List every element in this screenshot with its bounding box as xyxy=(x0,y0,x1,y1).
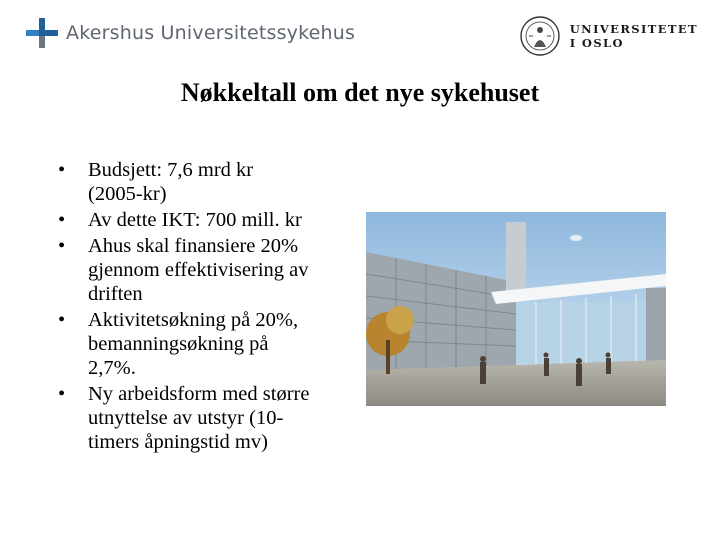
bullet-icon: • xyxy=(58,159,66,181)
bullet-line: gjennom effektivisering av xyxy=(88,259,309,281)
bullet-line: Budsjett: 7,6 mrd kr xyxy=(88,159,254,181)
uio-line2: I OSLO xyxy=(569,36,624,50)
bullet-item-work-form xyxy=(58,382,358,454)
ahus-logo xyxy=(26,18,355,48)
bullet-line: bemanningsøkning på xyxy=(88,333,269,355)
bullet-item-financing xyxy=(58,234,358,306)
bullet-icon: • xyxy=(58,309,66,331)
uio-seal-icon xyxy=(520,16,560,56)
bullet-line: (2005-kr) xyxy=(88,183,167,205)
bullet-icon: • xyxy=(58,235,66,257)
bullet-icon: • xyxy=(58,383,66,405)
bullet-line: Av dette IKT: 700 mill. kr xyxy=(88,209,302,231)
bullet-item-activity xyxy=(58,308,358,380)
bullet-list xyxy=(58,158,358,456)
bullet-icon: • xyxy=(58,209,66,231)
uio-logo xyxy=(520,16,698,56)
bullet-line: Ny arbeidsform med større xyxy=(88,383,310,405)
ahus-cross-icon xyxy=(26,18,58,48)
slide-title: Nøkkeltall om det nye sykehuset xyxy=(180,78,540,107)
uio-line1: UNIVERSITETET xyxy=(569,22,698,36)
bullet-line: Aktivitetsøkning på 20%, xyxy=(88,309,299,331)
uio-logo-text xyxy=(570,22,698,50)
bullet-line: timers åpningstid mv) xyxy=(88,431,268,453)
bullet-line: driften xyxy=(88,283,143,305)
bullet-line: 2,7%. xyxy=(88,357,136,379)
bullet-item-budget xyxy=(58,158,358,206)
ahus-logo-text: Akershus Universitetssykehus xyxy=(66,22,356,44)
bullet-item-ikt xyxy=(58,208,358,232)
bullet-line: Ahus skal finansiere 20% xyxy=(88,235,299,257)
hospital-building-image xyxy=(366,212,666,406)
bullet-line: utnyttelse av utstyr (10- xyxy=(88,407,284,429)
